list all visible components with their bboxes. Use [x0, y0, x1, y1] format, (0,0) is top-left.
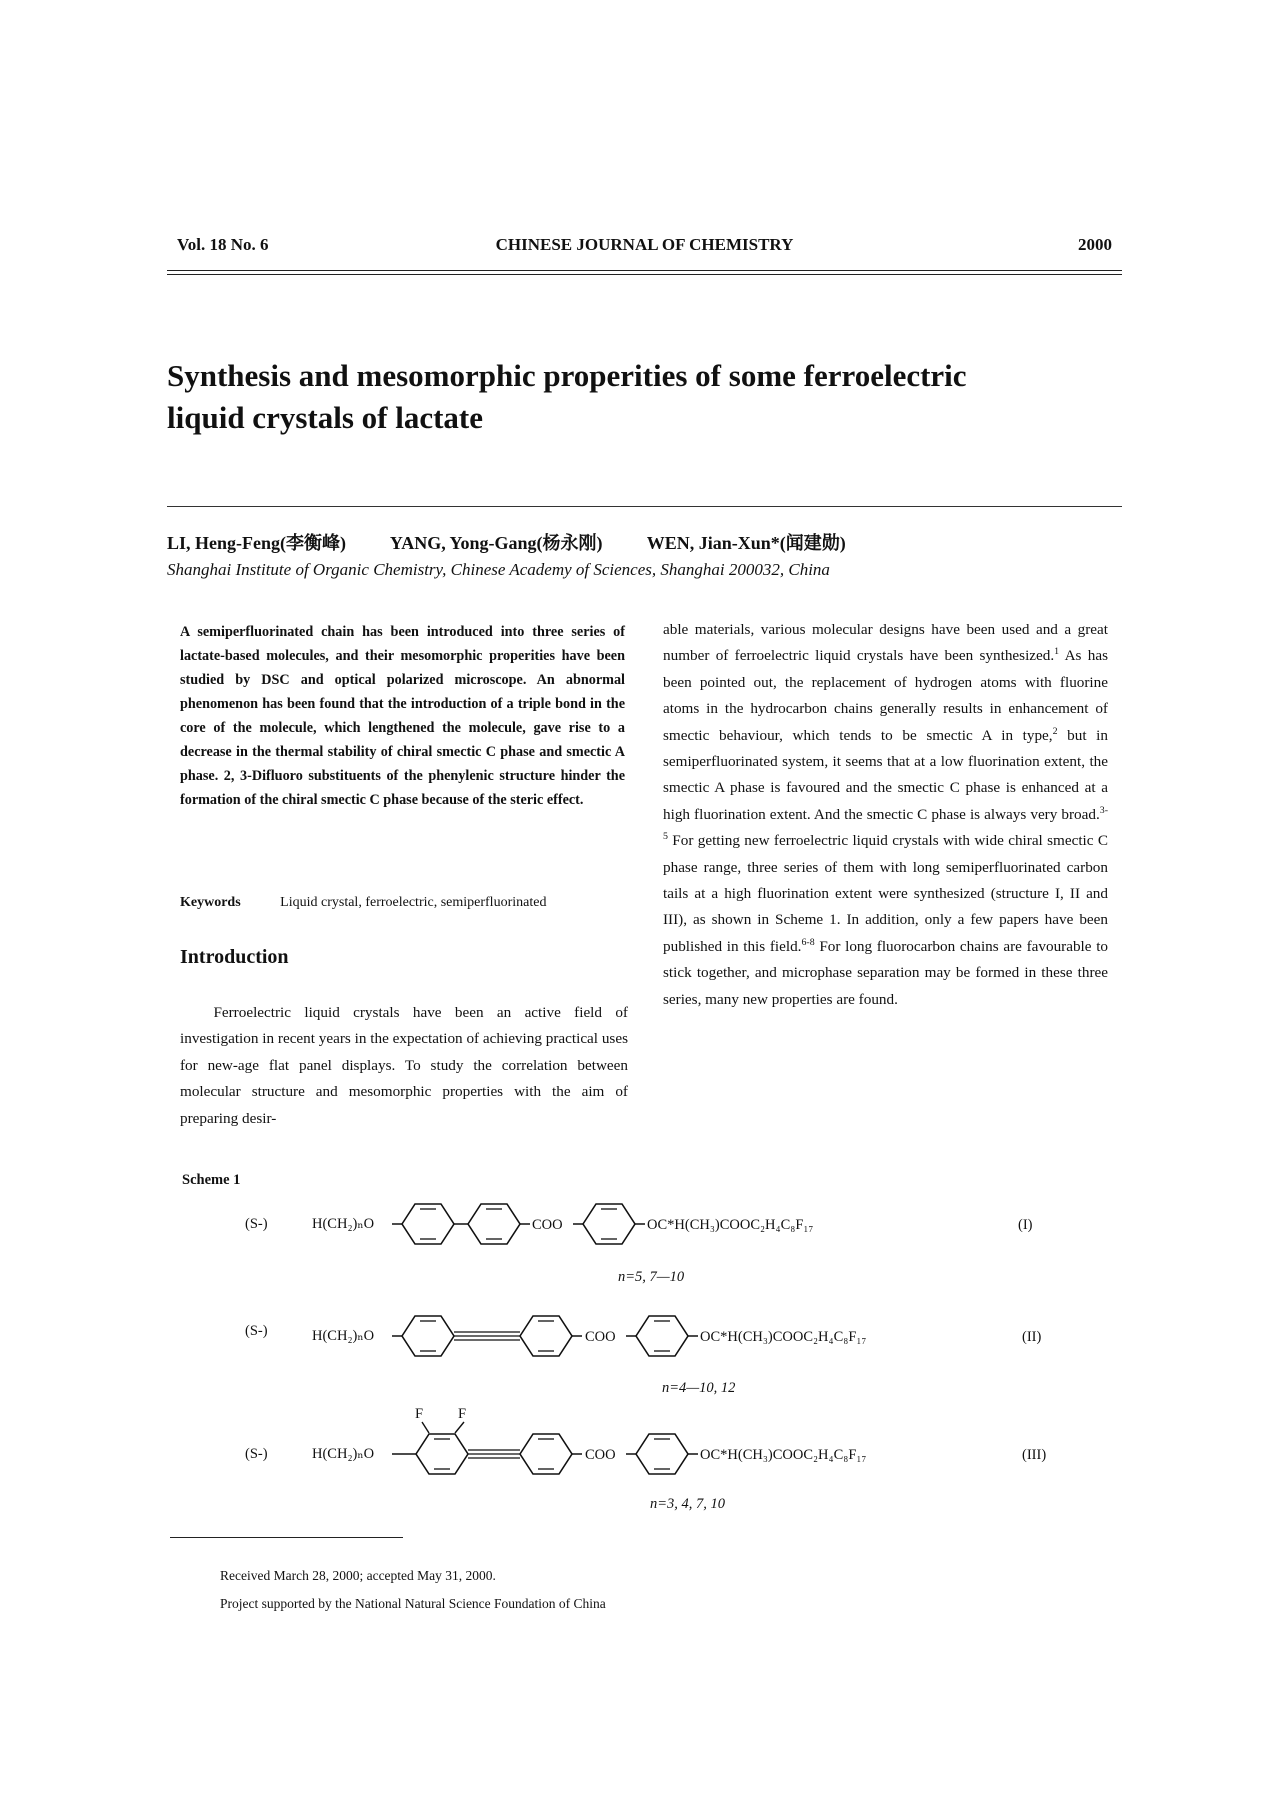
- config-label: (S-): [245, 1323, 268, 1339]
- alkoxy-chain: H(CH₂)ₙO: [312, 1328, 375, 1344]
- benzene-ring: [402, 1316, 454, 1356]
- body-text: but in semiperfluorinated system, it seems that at a low fluorination extent, the smectic A phase is favoured and the smectic C phase is enhanced at a high fluorination extent. And the smectic C phase is always very broad.: [663, 726, 1108, 823]
- structure-II: [245, 1316, 1041, 1396]
- citation: 3-5: [663, 804, 1108, 843]
- structure-III: [245, 1406, 1046, 1512]
- funding-footnote: Project supported by the National Natural Science Foundation of China: [220, 1596, 606, 1611]
- abstract: A semiperfluorinated chain has been introduced into three series of lactate-based molecules, and their mesomorphic properities have been studied by DSC and optical polarized microscope. An abnormal phenomenon has been found that the introduction of a triple bond in the core of the molecule, which lengthened the molecule, gave rise to a decrease in the thermal stability of chiral smectic C phase and smectic A phase. 2, 3-Difluoro substituents of the phenylenic structure hinder the formation of the chiral smectic C phase because of the steric effect.: [180, 624, 625, 808]
- benzene-ring: [520, 1434, 572, 1474]
- benzene-ring: [583, 1204, 635, 1244]
- benzene-ring: [636, 1316, 688, 1356]
- ester-linker: COO: [585, 1447, 616, 1463]
- fluoro-substituent: F: [415, 1406, 424, 1422]
- fluoro-substituent: F: [458, 1406, 467, 1422]
- title-line-1: Synthesis and mesomorphic properities of some ferroelectric: [167, 358, 967, 393]
- benzene-ring: [636, 1434, 688, 1474]
- benzene-ring: [520, 1316, 572, 1356]
- title-line-2: liquid crystals of lactate: [167, 400, 483, 435]
- n-values: n=5, 7—10: [618, 1269, 685, 1285]
- alkoxy-chain: H(CH₂)ₙO: [312, 1446, 375, 1462]
- chiral-tail: OC*H(CH₃)COOC₂H₄C₈F₁₇: [700, 1329, 867, 1345]
- body-text: able materials, various molecular designs have been used and a great number of ferroelectric liquid crystals have been synthesized.: [663, 621, 1108, 665]
- benzene-ring: [416, 1434, 468, 1474]
- keywords-label: Keywords: [180, 895, 241, 910]
- scheme-label: Scheme 1: [182, 1172, 241, 1188]
- chiral-tail: OC*H(CH₃)COOC₂H₄C₈F₁₇: [647, 1217, 814, 1233]
- volume-number: Vol. 18 No. 6: [177, 235, 269, 254]
- n-values: n=3, 4, 7, 10: [650, 1496, 726, 1512]
- citation: 2: [1052, 725, 1058, 737]
- citation: 6-8: [801, 936, 815, 948]
- journal-name: CHINESE JOURNAL OF CHEMISTRY: [495, 235, 794, 254]
- intro-paragraph: Ferroelectric liquid crystals have been an active field of investigation in recent years in the expectation of achieving practical uses for new-age flat panel displays. To study the correlation between molecular structure and mesomorphic properties with the aim of preparing desir-: [180, 1004, 628, 1127]
- body-text: As has been pointed out, the replacement of hydrogen atoms with fluorine atoms in the hydrocarbon chains generally results in enhancement of smectic behaviour, which tends to be smectic A in type,: [663, 647, 1108, 744]
- structure-id: (II): [1022, 1329, 1042, 1345]
- citation: 1: [1054, 646, 1060, 658]
- config-label: (S-): [245, 1446, 268, 1462]
- footnote-rule: [170, 1537, 403, 1538]
- structure-I: [245, 1204, 1033, 1285]
- ester-linker: COO: [532, 1217, 563, 1233]
- alkoxy-chain: H(CH₂)ₙO: [312, 1216, 375, 1232]
- author: LI, Heng-Feng(李衡峰): [167, 533, 346, 553]
- section-heading: Introduction: [180, 946, 289, 968]
- chiral-tail: OC*H(CH₃)COOC₂H₄C₈F₁₇: [700, 1447, 867, 1463]
- author: WEN, Jian-Xun*(闻建勋): [646, 533, 846, 553]
- year: 2000: [1078, 235, 1112, 254]
- benzene-ring: [468, 1204, 520, 1244]
- keywords-text: Liquid crystal, ferroelectric, semiperfluorinated: [280, 895, 547, 910]
- config-label: (S-): [245, 1216, 268, 1232]
- author: YANG, Yong-Gang(杨永刚): [389, 533, 603, 553]
- affiliation: Shanghai Institute of Organic Chemistry, Chinese Academy of Sciences, Shanghai 200032, China: [167, 560, 830, 579]
- ester-linker: COO: [585, 1329, 616, 1345]
- structure-id: (I): [1018, 1217, 1033, 1233]
- body-text: For long fluorocarbon chains are favourable to stick together, and microphase separation may be formed in these three series, many new properties are found.: [663, 937, 1109, 1008]
- received-footnote: Received March 28, 2000; accepted May 31, 2000.: [220, 1568, 496, 1583]
- body-text: For getting new ferroelectric liquid crystals with wide chiral smectic C phase range, three series of them with long semiperfluorinated carbon tails at a high fluorination extent were synthesized (structure I, II and III), as shown in Scheme 1. In addition, only a few papers have been published in this field.: [663, 832, 1108, 955]
- n-values: n=4—10, 12: [662, 1380, 736, 1396]
- benzene-ring: [402, 1204, 454, 1244]
- structure-id: (III): [1022, 1447, 1047, 1463]
